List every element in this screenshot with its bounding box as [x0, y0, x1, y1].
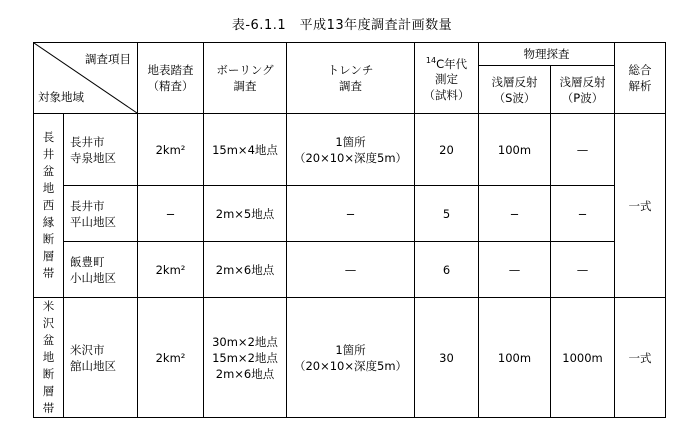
trench-cell: —: [287, 242, 415, 298]
header-physical: 物理探査: [479, 43, 615, 66]
survey-cell: 2km²: [138, 242, 204, 298]
header-c14: $^{14}$C年代 測定 （試料）: [415, 43, 479, 114]
c14-cell: 6: [415, 242, 479, 298]
total-cell: 一式: [615, 298, 666, 418]
p-wave-cell: −: [551, 186, 615, 242]
p-wave-cell: —: [551, 242, 615, 298]
boring-cell: 15m×4地点: [204, 114, 287, 186]
area-cell: 長井市 平山地区: [64, 186, 138, 242]
table-row: [34, 186, 666, 242]
group-nagai: 長井盆地西縁断層帯: [34, 114, 64, 298]
trench-cell: −: [287, 186, 415, 242]
area-cell: 米沢市 舘山地区: [64, 298, 138, 418]
p-wave-cell: 1000m: [551, 298, 615, 418]
c14-cell: 5: [415, 186, 479, 242]
s-wave-cell: —: [479, 242, 551, 298]
table-row: [34, 298, 666, 418]
survey-cell: 2km²: [138, 298, 204, 418]
survey-plan-table: [33, 42, 666, 418]
s-wave-cell: 100m: [479, 114, 551, 186]
header-survey: 地表踏査 （精査）: [138, 43, 204, 114]
table-caption: 表-6.1.1 平成13年度調査計画数量: [231, 18, 453, 33]
boring-cell: 2m×5地点: [204, 186, 287, 242]
header-s-wave: 浅層反射 （S波）: [479, 66, 551, 114]
survey-cell: −: [138, 186, 204, 242]
survey-cell: 2km²: [138, 114, 204, 186]
total-cell: 一式: [615, 114, 666, 298]
s-wave-cell: 100m: [479, 298, 551, 418]
table-row: [34, 114, 666, 186]
table-row: [34, 242, 666, 298]
p-wave-cell: —: [551, 114, 615, 186]
trench-cell: 1箇所 （20×10×深度5m）: [287, 114, 415, 186]
area-cell: 飯豊町 小山地区: [64, 242, 138, 298]
c14-cell: 30: [415, 298, 479, 418]
header-boring: ボーリング 調査: [204, 43, 287, 114]
header-total: 総合 解析: [615, 43, 666, 114]
c14-cell: 20: [415, 114, 479, 186]
diagonal-header-cell: [34, 43, 138, 114]
header-trench: トレンチ 調査: [287, 43, 415, 114]
group-yonezawa: 米沢盆地断層帯: [34, 298, 64, 418]
trench-cell: 1箇所 （20×10×深度5m）: [287, 298, 415, 418]
boring-cell: 30m×2地点 15m×2地点 2m×6地点: [204, 298, 287, 418]
s-wave-cell: −: [479, 186, 551, 242]
area-cell: 長井市 寺泉地区: [64, 114, 138, 186]
header-area-label: 対象地域: [38, 90, 84, 104]
header-p-wave: 浅層反射 （P波）: [551, 66, 615, 114]
boring-cell: 2m×6地点: [204, 242, 287, 298]
header-item-label: 調査項目: [85, 52, 131, 66]
